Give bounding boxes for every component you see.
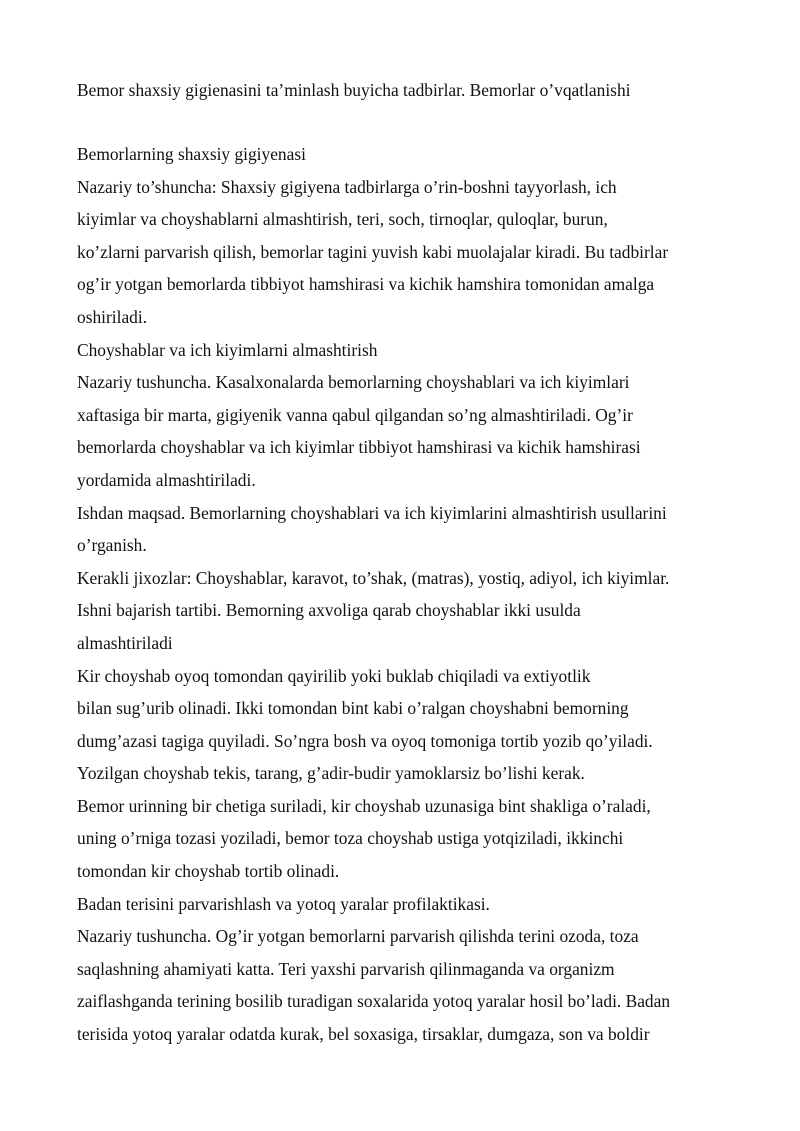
text-line: Bemor urinning bir chetiga suriladi, kir choyshab uzunasiga bint shakliga o’raladi, — [77, 795, 651, 816]
text-line: Bemorlarning shaxsiy gigiyenasi — [77, 144, 306, 164]
text-line: Nazariy tushuncha. Kasalxonalarda bemorlarning choyshablari va ich kiyimlari — [77, 372, 630, 393]
blank-line — [77, 106, 740, 138]
text-line: zaiflashganda terining bosilib turadigan soxalarida yotoq yaralar hosil bo’ladi. Badan — [77, 991, 671, 1012]
text-line: Nazariy tushuncha. Og’ir yotgan bemorlarni parvarish qilishda terini ozoda, toza — [77, 926, 639, 947]
text-line: Ishdan maqsad. Bemorlarning choyshablari va ich kiyimlarini almashtirish usullarini — [77, 502, 667, 523]
text-line: ko’zlarni parvarish qilish, bemorlar tagini yuvish kabi muolajalar kiradi. Bu tadbirlar — [77, 241, 669, 262]
text-line: kiyimlar va choyshablarni almashtirish, teri, soch, tirnoqlar, quloqlar, burun, — [77, 209, 608, 230]
text-line: uning o’rniga tozasi yoziladi, bemor toza choyshab ustiga yotqiziladi, ikkinchi — [77, 828, 624, 849]
text-line: dumg’azasi tagiga quyiladi. So’ngra bosh va oyoq tomoniga tortib yozib qo’yiladi. — [77, 730, 653, 751]
text-line: Yozilgan choyshab tekis, tarang, g’adir-budir yamoklarsiz bo’lishi kerak. — [77, 763, 585, 784]
text-line: og’ir yotgan bemorlarda tibbiyot hamshirasi va kichik hamshira tomonidan amalga — [77, 274, 655, 295]
text-line: Kerakli jixozlar: Choyshablar, karavot, to’shak, (matras), yostiq, adiyol, ich kiyimlar. — [77, 567, 670, 588]
text-line: Ishni bajarish tartibi. Bemorning axvoliga qarab choyshablar ikki usulda — [77, 600, 581, 621]
text-line: Nazariy to’shuncha: Shaxsiy gigiyena tadbirlarga o’rin-boshni tayyorlash, ich — [77, 176, 617, 197]
text-line: o’rganish. — [77, 535, 147, 556]
text-line: Choyshablar va ich kiyimlarni almashtirish — [77, 339, 378, 360]
text-line: Kir choyshab oyoq tomondan qayirilib yoki buklab chiqiladi va extiyotlik — [77, 665, 591, 686]
text-line: bemorlarda choyshablar va ich kiyimlar tibbiyot hamshirasi va kichik hamshirasi — [77, 437, 641, 458]
text-line: xaftasiga bir marta, gigiyenik vanna qabul qilgandan so’ng almashtiriladi. Og’ir — [77, 404, 633, 425]
text-line: yordamida almashtiriladi. — [77, 469, 256, 490]
text-line: terisida yotoq yaralar odatda kurak, bel soxasiga, tirsaklar, dumgaza, son va boldir — [77, 1024, 650, 1045]
document-body — [77, 138, 740, 1051]
text-line: Badan terisini parvarishlash va yotoq yaralar profilaktikasi. — [77, 893, 490, 914]
text-line: oshiriladi. — [77, 306, 148, 327]
text-line: bilan sug’urib olinadi. Ikki tomondan bint kabi o’ralgan choyshabni bemorning — [77, 698, 629, 719]
text-line: tomondan kir choyshab tortib olinadi. — [77, 861, 340, 882]
document-title: Bemor shaxsiy gigienasini ta’minlash buyicha tadbirlar. Bemorlar o’vqatlanishi — [77, 80, 631, 100]
text-line: almashtiriladi — [77, 632, 173, 653]
text-line: saqlashning ahamiyati katta. Teri yaxshi parvarish qilinmaganda va organizm — [77, 958, 615, 979]
